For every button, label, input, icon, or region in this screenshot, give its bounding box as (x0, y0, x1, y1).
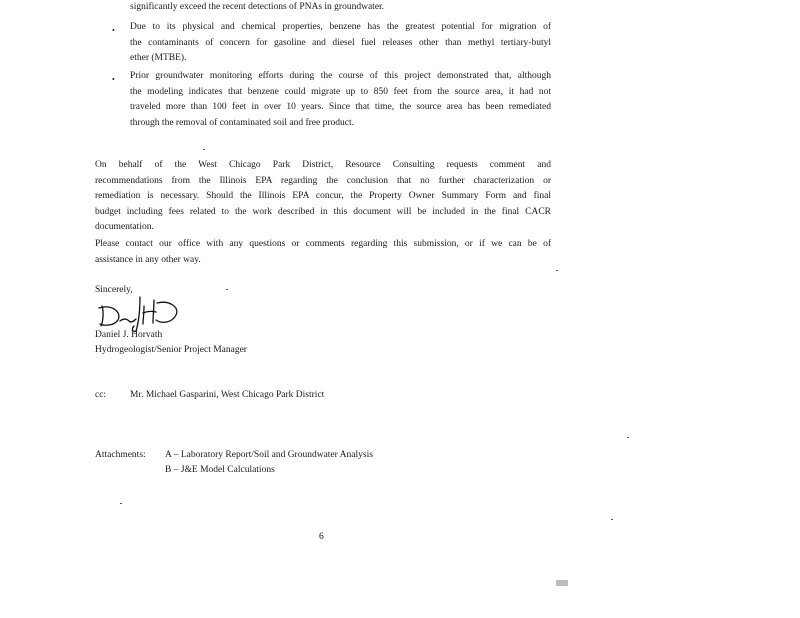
signer-title: Hydrogeologist/Senior Project Manager (95, 345, 247, 355)
paragraph-contact (95, 237, 551, 268)
bullet-item-monitoring (130, 69, 551, 131)
bullet-line: the contaminants of concern for gasoline and diesel fuel releases other than methyl tertiary-butyl (130, 37, 551, 48)
paragraph-line: Please contact our office with any questions or comments regarding this submission, or if we can be of (95, 239, 551, 249)
bullet-marker: • (112, 75, 115, 84)
bullet-continuation-line: significantly exceed the recent detections of PNAs in groundwater. (130, 2, 385, 12)
cc-recipient: Mr. Michael Gasparini, West Chicago Park District (130, 390, 325, 400)
attachments-label: Attachments: (95, 450, 146, 460)
scan-speck (120, 503, 122, 504)
paragraph-line: documentation. (95, 222, 154, 232)
salutation: Sincerely, (95, 285, 133, 295)
scan-speck (611, 519, 613, 520)
scan-speck (556, 270, 558, 271)
paragraph-line: recommendations from the Illinois EPA regarding the conclusion that no further characterization or (95, 175, 551, 186)
paragraph-line: assistance in any other way. (95, 254, 201, 265)
paragraph-request (95, 158, 551, 236)
paragraph-line: remediation is necessary. Should the Illinois EPA concur, the Property Owner Summary Form and final (95, 191, 551, 201)
scan-speck (203, 149, 205, 150)
scan-stamp-mark (556, 580, 568, 586)
bullet-line: ether (MTBE). (130, 53, 187, 63)
attachment-item: A – Laboratory Report/Soil and Groundwater Analysis (165, 450, 373, 460)
paragraph-line: budget including fees related to the work described in this document will be included in the final CACR (95, 206, 551, 217)
scan-speck (627, 437, 629, 438)
paragraph-line: On behalf of the West Chicago Park District, Resource Consulting requests comment and (95, 160, 551, 170)
signer-name: Daniel J. Horvath (95, 330, 163, 340)
bullet-line: the modeling indicates that benzene could migrate up to 850 feet from the source area, it had not (130, 86, 551, 97)
bullet-line: Prior groundwater monitoring efforts during the course of this project demonstrated that, although (130, 71, 551, 81)
bullet-line: traveled more than 100 feet in over 10 years. Since that time, the source area has been remediated (130, 102, 551, 112)
bullet-marker: • (112, 26, 115, 35)
bullet-line: through the removal of contaminated soil and free product. (130, 117, 354, 128)
cc-label: cc: (95, 390, 107, 400)
attachment-item: B – J&E Model Calculations (165, 465, 275, 475)
scan-speck (226, 289, 228, 290)
bullet-item-benzene-properties (130, 20, 551, 67)
bullet-line: Due to its physical and chemical properties, benzene has the greatest potential for migration of (130, 22, 551, 32)
page-number: 6 (319, 532, 324, 542)
